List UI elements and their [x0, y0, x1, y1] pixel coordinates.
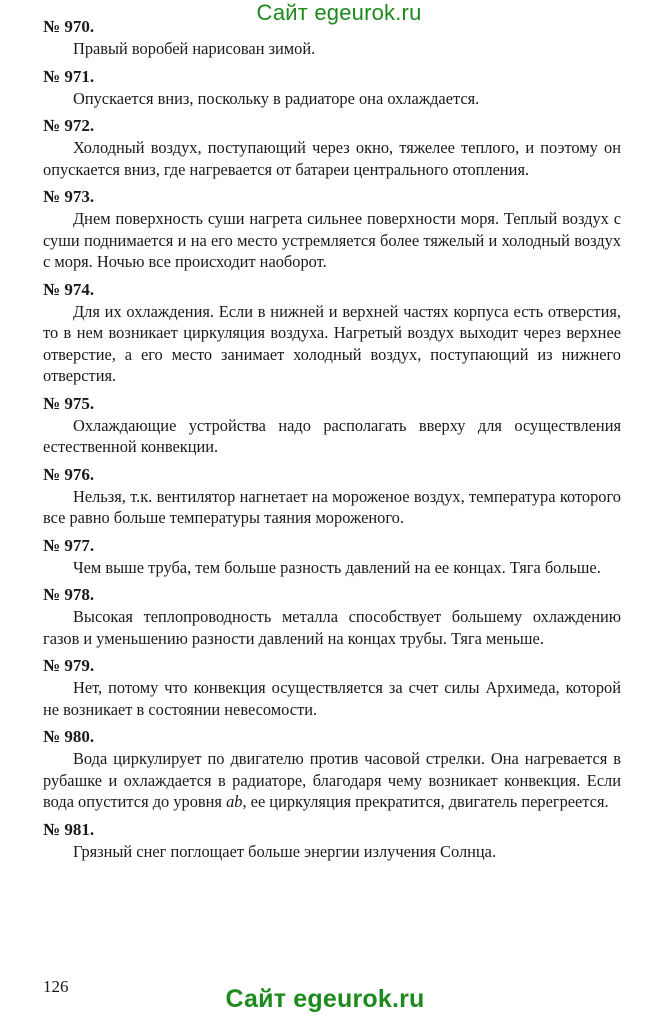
- task-answer: Правый воробей нарисован зимой.: [73, 39, 316, 58]
- task-981: [43, 819, 621, 863]
- task-number: № 970.: [43, 17, 95, 36]
- task-answer: Нельзя, т.к. вентилятор нагнетает на мороженое воздух, температура которого все равно больше температуры таяния мороженого.: [43, 486, 621, 527]
- task-answer: Опускается вниз, поскольку в радиаторе она охлаждается.: [73, 88, 480, 108]
- task-answer: Днем поверхность суши нагрета сильнее поверхности моря. Теплый воздух с суши поднимается и на его место устремляется более тяжелый и холодный воздух с моря. Ночью все происходит наоборот.: [43, 209, 621, 271]
- task-977: [43, 535, 621, 579]
- task-974: [43, 279, 621, 387]
- task-978: [43, 584, 621, 649]
- task-976: [43, 464, 621, 529]
- task-980: [43, 726, 621, 813]
- task-number: № 971.: [43, 66, 95, 86]
- task-answer: Грязный снег поглощает больше энергии излучения Солнца.: [73, 841, 497, 861]
- watermark-bottom: Сайт egeurok.ru: [225, 985, 425, 1013]
- task-number: № 980.: [43, 727, 95, 746]
- task-number: № 973.: [43, 187, 95, 206]
- task-number: № 976.: [43, 464, 95, 484]
- task-number: № 977.: [43, 535, 95, 555]
- task-answer-part: , ее циркуляция прекратится, двигатель перегреется.: [242, 792, 609, 811]
- watermark-top: Сайт egeurok.ru: [256, 0, 422, 25]
- task-answer-italic: ab: [226, 792, 243, 811]
- task-answer: Высокая теплопроводность металла способствует большему охлаждению газов и уменьшению разности давлений на концах трубы. Тяга меньше.: [43, 607, 621, 648]
- answers-list: [43, 16, 621, 868]
- task-number: № 975.: [43, 393, 95, 413]
- task-number: № 978.: [43, 585, 95, 604]
- task-answer: Охлаждающие устройства надо располагать вверху для осуществления естественной конвекции.: [43, 415, 621, 456]
- page-number: 126: [43, 977, 69, 996]
- task-973: [43, 186, 621, 273]
- task-answer: Чем выше труба, тем больше разность давлений на ее концах. Тяга больше.: [73, 557, 601, 577]
- task-answer: [43, 748, 621, 813]
- task-answer-part: Вода циркулирует по двигателю против часовой стрелки. Она нагревается в рубашке и охлаждается в радиаторе, благодаря чему возникает конвекция. Если вода опустится до уровня: [43, 749, 621, 811]
- task-answer: Для их охлаждения. Если в нижней и верхней частях корпуса есть отверстия, то в нем возникает циркуляция воздуха. Нагретый воздух выходит через верхнее отверстие, а его место занимает холодный воздух, поступающий из нижнего отверстия.: [43, 301, 621, 385]
- task-number: № 979.: [43, 656, 95, 675]
- task-answer: Холодный воздух, поступающий через окно, тяжелее теплого, и поэтому он опускается вниз, где нагревается от батареи центрального отопления.: [43, 138, 621, 179]
- task-number: № 972.: [43, 116, 95, 135]
- task-number: № 981.: [43, 819, 95, 839]
- task-971: [43, 66, 621, 110]
- task-979: [43, 655, 621, 720]
- task-972: [43, 115, 621, 180]
- task-975: [43, 393, 621, 458]
- task-number: № 974.: [43, 279, 95, 299]
- task-answer: Нет, потому что конвекция осуществляется за счет силы Архимеда, которой не возникает в состоянии невесомости.: [43, 678, 621, 719]
- task-970: [43, 16, 621, 60]
